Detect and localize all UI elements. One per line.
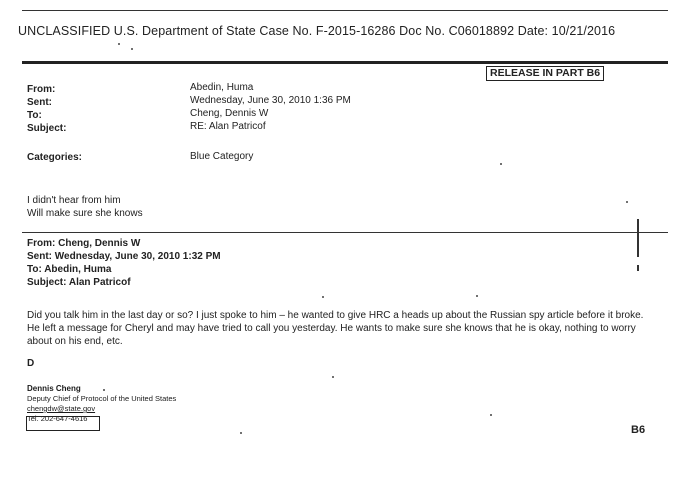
scan-speck	[131, 48, 133, 50]
subject-value: RE: Alan Patricof	[190, 121, 266, 132]
subject-label: Subject:	[27, 123, 67, 134]
email2-initial: D	[27, 358, 35, 369]
scan-speck	[103, 389, 105, 391]
to-label: To:	[27, 110, 42, 121]
signature-name: Dennis Cheng	[27, 384, 81, 393]
sent-value: Wednesday, June 30, 2010 1:36 PM	[190, 95, 351, 106]
scan-speck	[626, 201, 628, 203]
to-value: Cheng, Dennis W	[190, 108, 269, 119]
scan-speck	[118, 43, 120, 45]
email2-to: To: Abedin, Huma	[27, 264, 112, 275]
from-label: From:	[27, 84, 56, 95]
categories-value: Blue Category	[190, 151, 254, 162]
header-rule	[22, 61, 668, 64]
from-value: Abedin, Huma	[190, 82, 254, 93]
email-separator	[22, 232, 668, 233]
signature-email: chengdw@state.gov	[27, 404, 96, 413]
scan-speck	[322, 296, 324, 298]
scan-speck	[500, 163, 502, 165]
email1-body-line1: I didn't hear from him	[27, 195, 121, 206]
scan-speck	[332, 376, 334, 378]
redaction-box	[26, 416, 100, 431]
scan-speck	[490, 414, 492, 416]
email2-from: From: Cheng, Dennis W	[27, 238, 141, 249]
email2-subject: Subject: Alan Patricof	[27, 277, 131, 288]
document-header: UNCLASSIFIED U.S. Department of State Case No. F-2015-16286 Doc No. C06018892 Date: 10/21/2016	[18, 24, 616, 38]
sent-label: Sent:	[27, 97, 52, 108]
release-stamp: RELEASE IN PART B6	[486, 66, 604, 81]
scan-mark	[637, 265, 639, 271]
categories-label: Categories:	[27, 152, 83, 163]
redaction-code: B6	[631, 424, 646, 436]
scan-speck	[240, 432, 242, 434]
email2-body: Did you talk him in the last day or so? I just spoke to him – he wanted to give HRC a heads up about the Russian spy article before it broke. He left a message for Cheryl and may have tried to call you yesterday. He wants to make sure she knows that he is okay, nothing to worry about on his end, etc.	[27, 310, 644, 347]
email1-body-line2: Will make sure she knows	[27, 208, 143, 219]
signature-tel: Tel. 202-647-4616	[27, 414, 88, 423]
signature-title: Deputy Chief of Protocol of the United States	[27, 394, 177, 403]
email2-sent: Sent: Wednesday, June 30, 2010 1:32 PM	[27, 251, 221, 262]
top-rule	[22, 10, 668, 11]
scan-mark	[637, 219, 639, 257]
scan-speck	[476, 295, 478, 297]
